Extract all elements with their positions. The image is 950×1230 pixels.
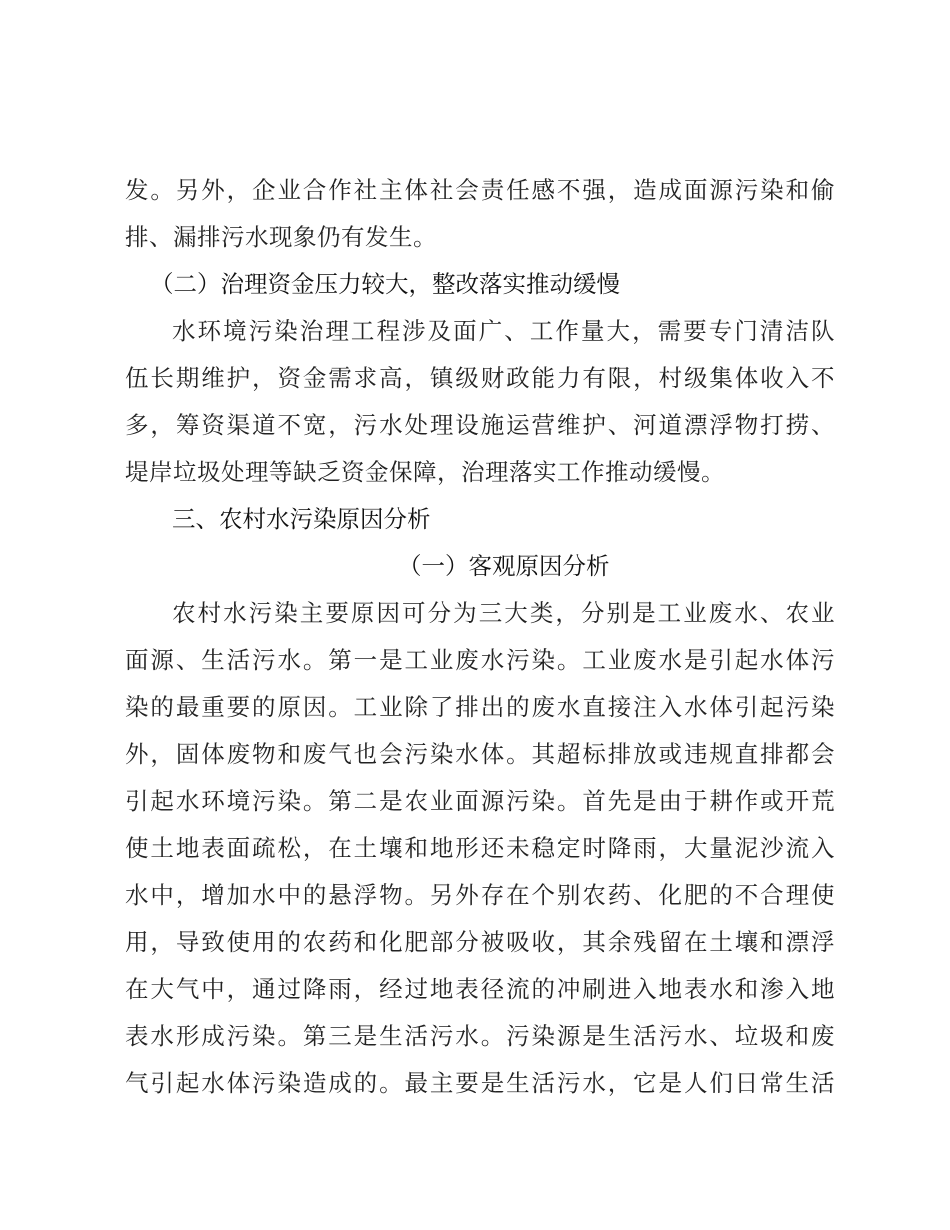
paragraph-line: 气引起水体污染造成的。最主要是生活污水，它是人们日常生活 [125,1069,835,1097]
paragraph-line: 伍长期维护，资金需求高，镇级财政能力有限，村级集体收入不 [125,364,835,392]
paragraph-line: 发。另外，企业合作社主体社会责任感不强，造成面源污染和偷 [125,176,835,204]
paragraph-line: 农村水污染主要原因可分为三大类，分别是工业废水、农业 [172,599,835,627]
paragraph-line: 水中，增加水中的悬浮物。另外存在个别农药、化肥的不合理使 [125,881,835,909]
paragraph-line: 多，筹资渠道不宽，污水处理设施运营维护、河道漂浮物打捞、 [125,411,835,439]
paragraph-line: 堤岸垃圾处理等缺乏资金保障，治理落实工作推动缓慢。 [125,458,725,486]
paragraph-line: 表水形成污染。第三是生活污水。污染源是生活污水、垃圾和废 [125,1022,835,1050]
paragraph-line: 水环境污染治理工程涉及面广、工作量大，需要专门清洁队 [172,317,835,345]
subsection-heading-objective: （一）客观原因分析 [398,552,610,580]
paragraph-line: 用，导致使用的农药和化肥部分被吸收，其余残留在土壤和漂浮 [125,928,835,956]
paragraph-line: 引起水环境污染。第二是农业面源污染。首先是由于耕作或开荒 [125,787,835,815]
paragraph-line: 染的最重要的原因。工业除了排出的废水直接注入水体引起污染 [125,693,835,721]
subsection-heading-funding: （二）治理资金压力较大，整改落实推动缓慢 [150,270,620,298]
paragraph-line: 在大气中，通过降雨，经过地表径流的冲刷进入地表水和渗入地 [125,975,835,1003]
paragraph-continuation [125,167,835,261]
paragraph-funding [125,308,835,496]
paragraph-line: 外，固体废物和废气也会污染水体。其超标排放或违规直排都会 [125,740,835,768]
paragraph-line: 排、漏排污水现象仍有发生。 [125,223,437,251]
paragraph-line: 使土地表面疏松，在土壤和地形还未稳定时降雨，大量泥沙流入 [125,834,835,862]
paragraph-causes [125,590,835,1107]
section-heading-causes: 三、农村水污染原因分析 [172,505,431,533]
paragraph-line: 面源、生活污水。第一是工业废水污染。工业废水是引起水体污 [125,646,835,674]
